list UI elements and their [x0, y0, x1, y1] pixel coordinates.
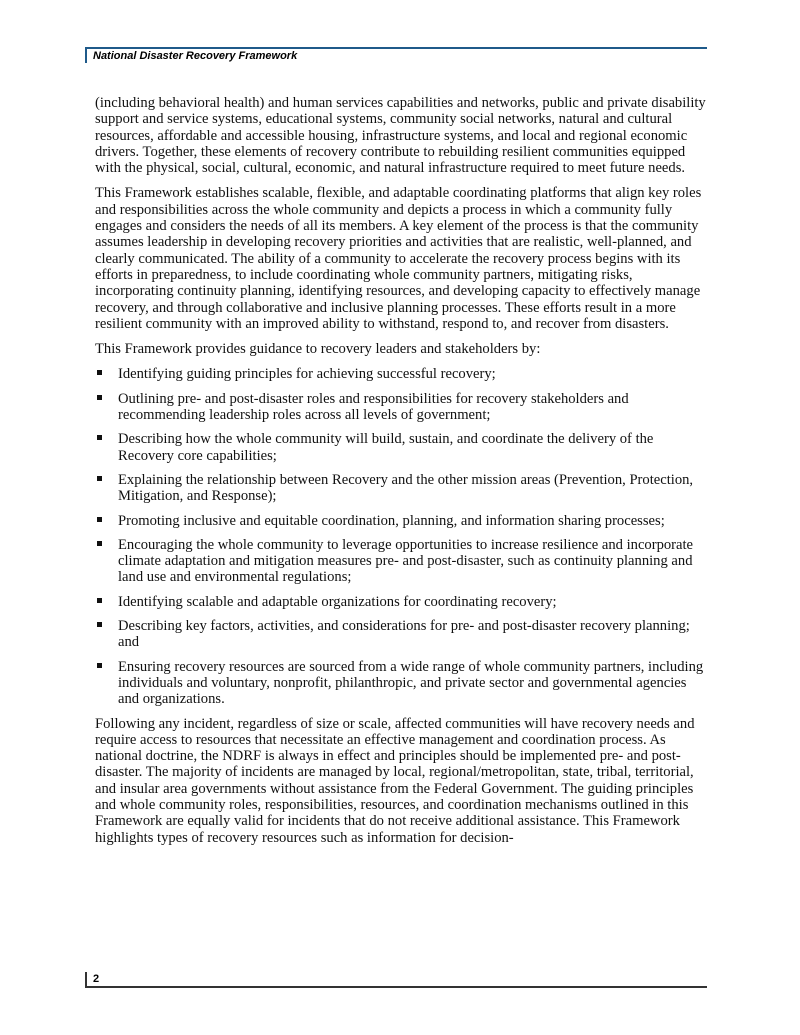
bullet-icon [97, 395, 102, 400]
list-item [95, 594, 707, 610]
bullet-icon [97, 598, 102, 603]
bullet-icon [97, 622, 102, 627]
list-item-text: Identifying guiding principles for achieving successful recovery; [118, 366, 496, 383]
paragraph: (including behavioral health) and human services capabilities and networks, public and private disability support and service systems, educational systems, community social networks, natural and cultural resources, affordable and accessible housing, infrastructure systems, and local and regional economic drivers. Together, these elements of recovery contribute to rebuilding resilient communities equipped with the physical, social, cultural, economic, and natural infrastructure required to meet future needs. [95, 95, 706, 177]
header-bar [85, 47, 87, 63]
header-rule [85, 47, 707, 49]
page-number: 2 [93, 973, 100, 985]
bullet-list [95, 366, 707, 707]
bullet-icon [97, 435, 102, 440]
bullet-icon [97, 663, 102, 668]
paragraph: This Framework provides guidance to recovery leaders and stakeholders by: [95, 341, 541, 358]
list-item [95, 659, 707, 708]
list-item-text: Ensuring recovery resources are sourced from a wide range of whole community partners, including individuals and voluntary, nonprofit, philanthropic, and private sector and governmental agencies and organizations. [118, 658, 704, 708]
list-item [95, 537, 707, 586]
paragraph: This Framework establishes scalable, flexible, and adaptable coordinating platforms that align key roles and responsibilities across the whole community and depicts a process in which a community fully engages and considers the needs of all its members. A key element of the process is that the community assumes leadership in developing recovery priorities and activities that are realistic, well-planned, and clearly communicated. The ability of a community to accelerate the recovery process begins with its efforts in preparedness, to include coordinating whole community partners, mitigating risks, incorporating continuity planning, identifying resources, and developing capacity to effectively manage recovery, and through collaborative and inclusive planning processes. These efforts result in a more resilient community with an improved ability to withstand, respond to, and recover from disasters. [95, 185, 702, 332]
paragraph: Following any incident, regardless of size or scale, affected communities will have recovery needs and require access to resources that necessitate an effective management and coordination process. As national doctrine, the NDRF is always in effect and principles should be implemented pre- and post-disaster. The majority of incidents are managed by local, regional/metropolitan, state, tribal, territorial, and insular area governments without assistance from the Federal Government. The guiding principles and whole community roles, responsibilities, resources, and coordination mechanisms outlined in this Framework are equally valid for incidents that do not receive additional assistance. This Framework highlights types of recovery resources such as information for decision- [95, 715, 695, 846]
bullet-icon [97, 476, 102, 481]
list-item [95, 366, 707, 382]
list-item-text: Outlining pre- and post-disaster roles and responsibilities for recovery stakeholders and recommending leadership roles across all levels of government; [118, 390, 629, 424]
page-body [95, 95, 707, 855]
footer-rule [85, 986, 707, 988]
list-item [95, 513, 707, 529]
bullet-icon [97, 541, 102, 546]
list-item-text: Explaining the relationship between Recovery and the other mission areas (Prevention, Protection, Mitigation, and Response); [118, 471, 694, 505]
bullet-icon [97, 517, 102, 522]
list-item [95, 618, 707, 651]
list-item-text: Describing how the whole community will build, sustain, and coordinate the delivery of the Recovery core capabilities; [118, 431, 654, 464]
list-item [95, 431, 707, 464]
list-item-text: Encouraging the whole community to leverage opportunities to increase resilience and incorporate climate adaptation and mitigation measures pre- and post-disaster, such as continuity planning and land use and environmental regulations; [118, 536, 694, 586]
list-item [95, 391, 707, 424]
running-header-title: National Disaster Recovery Framework [93, 50, 298, 62]
list-item-text: Identifying scalable and adaptable organizations for coordinating recovery; [118, 593, 557, 610]
bullet-icon [97, 370, 102, 375]
list-item-text: Promoting inclusive and equitable coordination, planning, and information sharing processes; [118, 512, 665, 529]
list-item-text: Describing key factors, activities, and considerations for pre- and post-disaster recovery planning; and [118, 618, 690, 651]
list-item [95, 472, 707, 505]
